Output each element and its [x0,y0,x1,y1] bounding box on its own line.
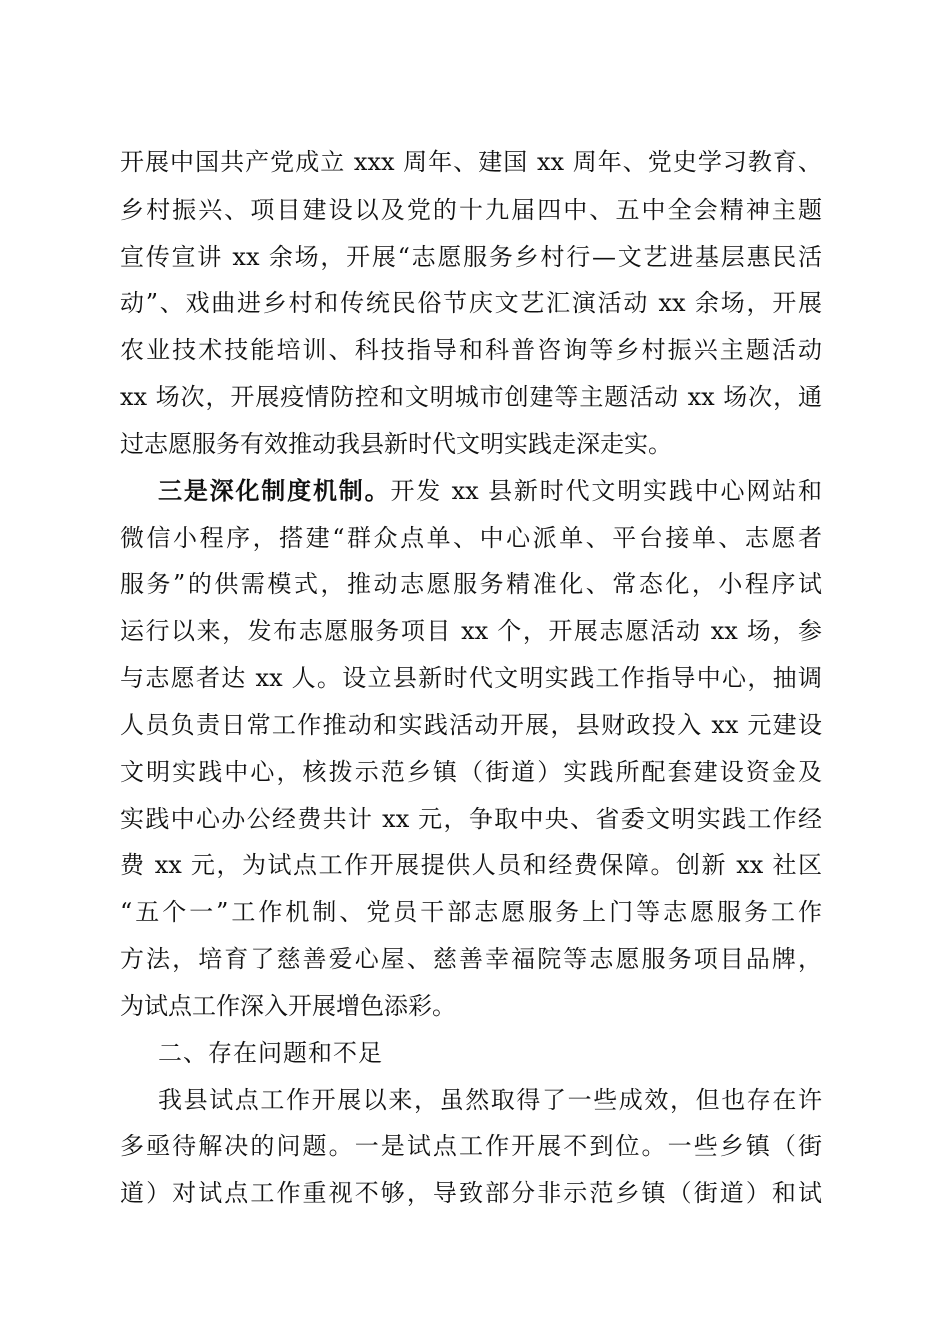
paragraph-2-line-1-rest: 开发 xx 县新时代文明实践中心网站和 [390,477,822,505]
paragraph-2-line-3: 服务”的供需模式，推动志愿服务精准化、常态化，小程序试 [120,570,822,598]
paragraph-1-line-3: 宣传宣讲 xx 余场，开展“志愿服务乡村行—文艺进基层惠民活 [120,243,822,271]
paragraph-1-line-6: xx 场次，开展疫情防控和文明城市创建等主题活动 xx 场次，通 [120,383,822,411]
paragraph-1-line-1: 开展中国共产党成立 xxx 周年、建国 xx 周年、党史学习教育、 [120,148,822,176]
paragraph-2-line-10: “五个一”工作机制、党员干部志愿服务上门等志愿服务工作 [120,898,822,926]
paragraph-1-line-5: 农业技术技能培训、科技指导和科普咨询等乡村振兴主题活动 [120,336,822,364]
paragraph-3-line-2: 多亟待解决的问题。一是试点工作开展不到位。一些乡镇（街 [120,1132,822,1160]
paragraph-2-line-4: 运行以来，发布志愿服务项目 xx 个，开展志愿活动 xx 场，参 [120,617,822,645]
paragraph-3-line-1: 我县试点工作开展以来，虽然取得了一些成效，但也存在许 [158,1086,822,1114]
paragraph-2-line-11: 方法，培育了慈善爱心屋、慈善幸福院等志愿服务项目品牌， [120,945,822,973]
paragraph-2-line-6: 人员负责日常工作推动和实践活动开展，县财政投入 xx 元建设 [120,711,822,739]
paragraph-2-line-5: 与志愿者达 xx 人。设立县新时代文明实践工作指导中心，抽调 [120,664,822,692]
paragraph-2-line-12: 为试点工作深入开展增色添彩。 [120,992,456,1020]
paragraph-2-line-7: 文明实践中心，核拨示范乡镇（街道）实践所配套建设资金及 [120,758,822,786]
paragraph-1-line-2: 乡村振兴、项目建设以及党的十九届四中、五中全会精神主题 [120,196,822,224]
paragraph-2-line-9: 费 xx 元，为试点工作开展提供人员和经费保障。创新 xx 社区 [120,851,822,879]
paragraph-2-line-1 [158,471,822,511]
paragraph-2-line-8: 实践中心办公经费共计 xx 元，争取中央、省委文明实践工作经 [120,805,822,833]
paragraph-2-line-2: 微信小程序，搭建“群众点单、中心派单、平台接单、志愿者 [120,524,822,552]
paragraph-3-line-3: 道）对试点工作重视不够，导致部分非示范乡镇（街道）和试 [120,1179,822,1207]
paragraph-2-lead: 三是深化制度机制。 [158,476,391,505]
paragraph-1-line-4: 动”、戏曲进乡村和传统民俗节庆文艺汇演活动 xx 余场，开展 [120,289,822,317]
paragraph-1-line-7: 过志愿服务有效推动我县新时代文明实践走深走实。 [120,430,672,458]
section-heading: 二、存在问题和不足 [158,1039,383,1067]
